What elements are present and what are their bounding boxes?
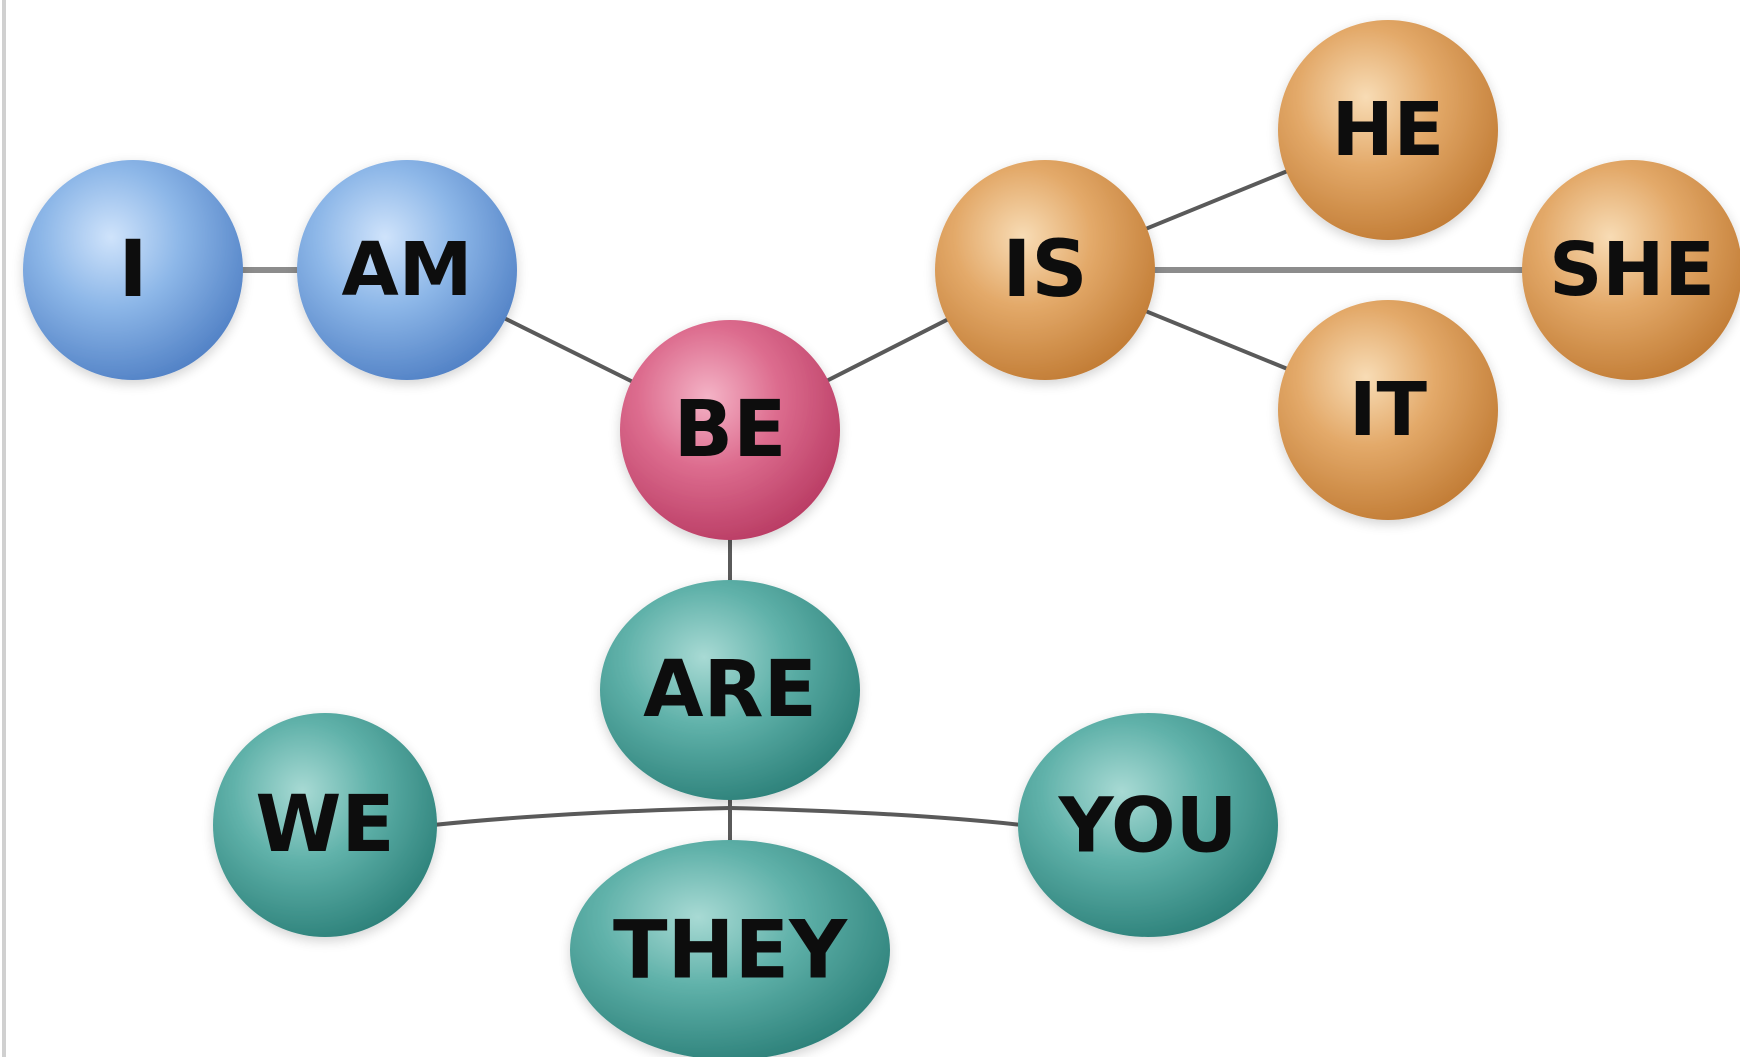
node-he-label: HE [1331,87,1445,173]
node-he [1278,20,1498,240]
node-it [1278,300,1498,520]
node-she-label: SHE [1549,227,1715,313]
edge-are-we [433,808,730,825]
node-we-label: WE [255,780,395,870]
node-they [570,840,890,1057]
node-is-label: IS [1002,225,1088,315]
node-i-label: I [118,225,148,315]
edge-are-you [730,808,1022,825]
node-she [1522,160,1740,380]
node-i [23,160,243,380]
node-am-label: AM [341,227,473,313]
node-are-label: ARE [643,645,817,735]
node-they-label: THEY [612,903,848,997]
node-you [1018,713,1278,937]
node-be-label: BE [673,385,787,475]
node-is [935,160,1155,380]
node-be [620,320,840,540]
node-are [600,580,860,800]
node-it-label: IT [1348,367,1428,453]
node-you-label: YOU [1058,780,1238,870]
nodes [23,20,1740,1057]
node-am [297,160,517,380]
node-we [213,713,437,937]
